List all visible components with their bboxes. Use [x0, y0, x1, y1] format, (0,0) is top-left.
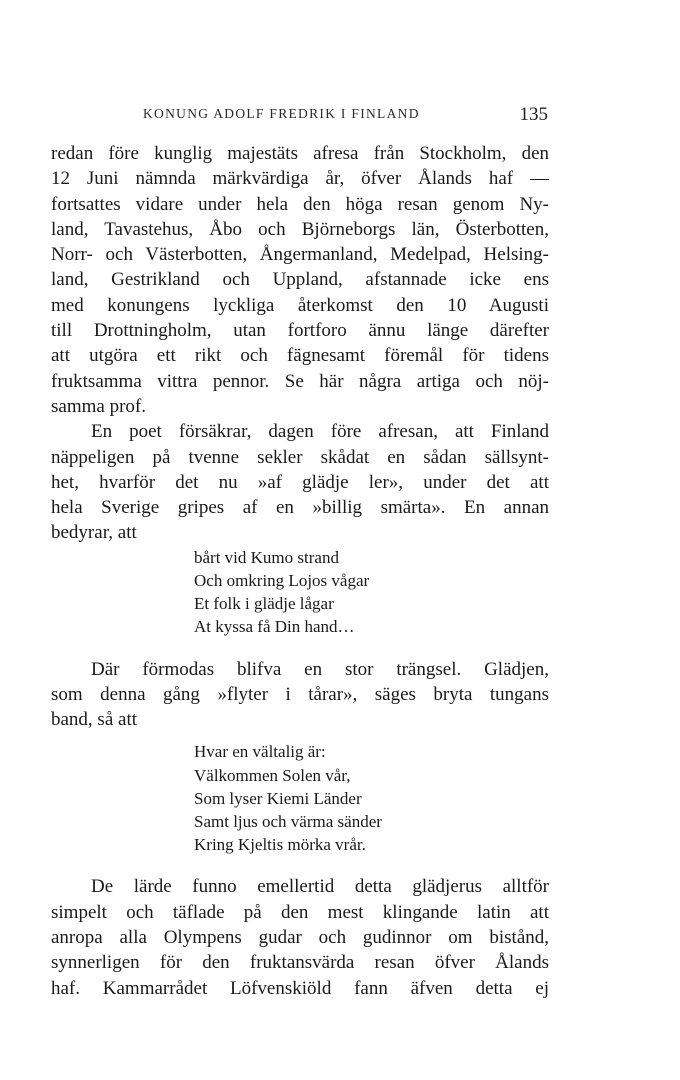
- verse-line: Och omkring Lojos vågar: [194, 570, 370, 590]
- text-line: fruktsamma vittra pennor. Se här några artiga och nöj-: [51, 370, 549, 392]
- text-line: anropa alla Olympens gudar och gudinnor om bistånd,: [51, 926, 549, 948]
- verse-line: At kyssa få Din hand…: [194, 617, 355, 637]
- text-line: simpelt och täflade på den mest klingande latin att: [51, 901, 549, 923]
- text-line: En poet försäkrar, dagen före afresan, att Finland: [91, 421, 549, 443]
- text-line: fortsattes vidare under hela den höga resan genom Ny-: [51, 193, 549, 215]
- text-line: synnerligen för den fruktansvärda resan öfver Ålands: [51, 952, 549, 974]
- text-line: samma prof.: [51, 395, 146, 417]
- text-line: till Drottningholm, utan fortforo ännu länge därefter: [51, 320, 549, 342]
- text-line: De lärde funno emellertid detta glädjerus alltför: [91, 876, 549, 898]
- page-number: 135: [519, 104, 548, 125]
- verse-line: Hvar en vältalig är:: [194, 742, 326, 762]
- verse-line: Välkommen Solen vår,: [194, 765, 351, 785]
- text-line: bedyrar, att: [51, 522, 137, 544]
- verse-quote: [194, 740, 549, 856]
- text-line: näppeligen på tvenne sekler skådat en sådan sällsynt-: [51, 446, 549, 468]
- paragraph: [51, 141, 549, 419]
- page-header: [143, 104, 548, 128]
- running-title: KONUNG ADOLF FREDRIK I FINLAND: [143, 106, 420, 121]
- text-line: Norr- och Västerbotten, Ångermanland, Medelpad, Helsing-: [51, 244, 549, 266]
- text-line: band, så att: [51, 709, 138, 731]
- paragraph: [51, 419, 549, 545]
- verse-line: bårt vid Kumo strand: [194, 547, 339, 567]
- verse-line: Samt ljus och värma sänder: [194, 811, 382, 831]
- body-text: [51, 141, 549, 1001]
- verse-line: Kring Kjeltis mörka vrår.: [194, 835, 366, 855]
- verse-quote: [194, 546, 549, 639]
- text-line: haf. Kammarrådet Löfvenskiöld fann äfven detta ej: [51, 977, 549, 999]
- paragraph: [51, 874, 549, 1000]
- text-line: land, Tavastehus, Åbo och Björneborgs län, Österbotten,: [51, 218, 549, 240]
- text-line: het, hvarför det nu »af glädje ler», under det att: [51, 471, 549, 493]
- text-line: hela Sverige gripes af en »billig smärta». En annan: [51, 497, 549, 519]
- text-line: redan före kunglig majestäts afresa från Stockholm, den: [51, 143, 549, 164]
- text-line: 12 Juni nämnda märkvärdiga år, öfver Ålands haf —: [51, 168, 549, 190]
- text-line: med konungens lyckliga återkomst den 10 Augusti: [51, 294, 549, 316]
- verse-line: Et folk i glädje lågar: [194, 594, 334, 614]
- text-line: att utgöra ett rikt och fägnesamt föremål för tidens: [51, 345, 549, 367]
- paragraph: [51, 657, 549, 733]
- verse-line: Som lyser Kiemi Länder: [194, 788, 362, 808]
- text-line: land, Gestrikland och Uppland, afstannade icke ens: [51, 269, 549, 291]
- text-line: som denna gång »flyter i tårar», säges bryta tungans: [51, 683, 549, 705]
- text-line: Där förmodas blifva en stor trängsel. Glädjen,: [91, 658, 549, 680]
